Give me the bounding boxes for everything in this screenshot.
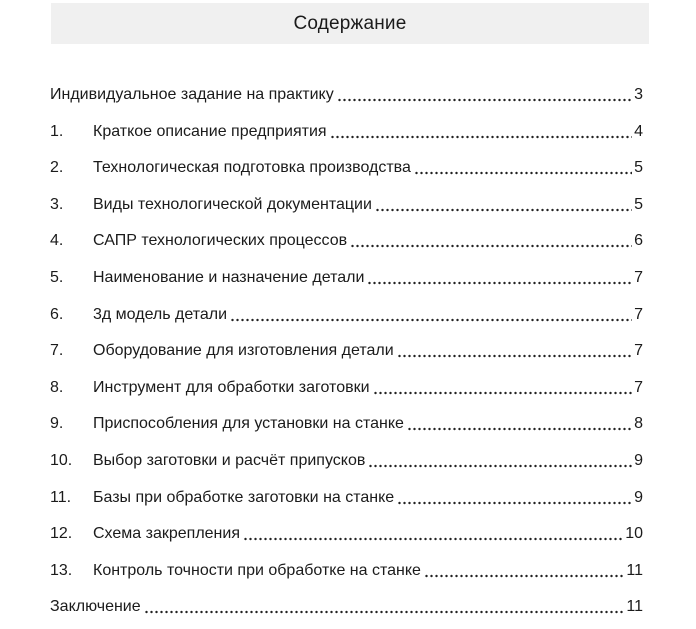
toc-entry-label: Виды технологической документации [93, 195, 372, 213]
toc-entry[interactable] [50, 84, 643, 105]
toc-entry-page: 5 [634, 195, 643, 213]
dot-leader [144, 596, 625, 617]
toc-entry-label: Краткое описание предприятия [93, 122, 327, 140]
toc-entry-page: 10 [625, 525, 643, 543]
toc-entry[interactable] [50, 450, 643, 471]
dot-leader [367, 267, 632, 288]
dot-leader [230, 304, 632, 325]
toc-entry[interactable] [50, 560, 643, 581]
toc-entry-number: 8. [50, 378, 64, 396]
toc-entry-page: 8 [634, 415, 643, 433]
toc-entry[interactable] [50, 230, 643, 251]
toc-entry-number: 5. [50, 268, 64, 286]
toc-entry-page: 9 [634, 488, 643, 506]
dot-leader [368, 450, 632, 471]
toc-entry[interactable] [50, 523, 643, 544]
toc-entry[interactable] [50, 121, 643, 142]
toc-entry-label: Контроль точности при обработке на станке [93, 561, 421, 579]
toc-header [51, 3, 649, 44]
toc-entry-label: Базы при обработке заготовки на станке [93, 488, 395, 506]
toc-entry[interactable] [50, 194, 643, 215]
dot-leader [337, 84, 632, 105]
dot-leader [397, 340, 632, 361]
toc-entry-number: 9. [50, 415, 64, 433]
toc-entry-label: Оборудование для изготовления детали [93, 342, 394, 360]
toc-entry-page: 7 [634, 305, 643, 323]
toc-entry[interactable] [50, 267, 643, 288]
dot-leader [397, 487, 632, 508]
toc-entry-page: 5 [634, 159, 643, 177]
document-page [0, 3, 696, 617]
toc-entry[interactable] [50, 377, 643, 398]
toc-entry-page: 11 [626, 561, 643, 579]
toc-entry-page: 4 [634, 122, 643, 140]
toc-entry[interactable] [50, 413, 643, 434]
dot-leader [350, 230, 632, 251]
toc-entry-number: 13. [50, 561, 73, 579]
toc-entry-number: 4. [50, 232, 64, 250]
toc-entry[interactable] [50, 304, 643, 325]
toc-list [50, 84, 643, 617]
toc-entry[interactable] [50, 157, 643, 178]
dot-leader [243, 523, 623, 544]
toc-entry[interactable] [50, 340, 643, 361]
dot-leader [414, 157, 632, 178]
toc-entry-label: Заключение [50, 598, 141, 616]
page-title: Содержание [293, 12, 407, 34]
toc-entry-number: 2. [50, 159, 64, 177]
toc-entry[interactable] [50, 596, 643, 617]
toc-entry-label: Выбор заготовки и расчёт припусков [93, 451, 366, 469]
dot-leader [330, 121, 633, 142]
toc-entry-label: Индивидуальное задание на практику [50, 86, 334, 103]
toc-entry-page: 9 [634, 451, 643, 469]
dot-leader [407, 413, 632, 434]
toc-entry-page: 6 [634, 232, 643, 250]
toc-entry-label: САПР технологических процессов [93, 232, 348, 250]
toc-entry-page: 7 [634, 342, 643, 360]
toc-entry[interactable] [50, 487, 643, 508]
toc-entry-label: Инструмент для обработки заготовки [93, 378, 370, 396]
toc-entry-label: Приспособления для установки на станке [93, 415, 404, 433]
toc-entry-number: 1. [50, 122, 64, 140]
toc-entry-number: 10. [50, 451, 73, 469]
toc-entry-label: Наименование и назначение детали [93, 268, 365, 286]
toc-entry-number: 6. [50, 305, 64, 323]
toc-entry-number: 12. [50, 525, 73, 543]
toc-entry-label: Технологическая подготовка производства [93, 159, 411, 177]
toc-entry-number: 7. [50, 342, 64, 360]
dot-leader [375, 194, 632, 215]
toc-entry-number: 11. [50, 488, 72, 506]
toc-entry-label: Схема закрепления [93, 525, 240, 543]
dot-leader [424, 560, 624, 581]
toc-entry-label: 3д модель детали [93, 305, 228, 323]
toc-entry-page: 7 [634, 268, 643, 286]
toc-entry-page: 11 [626, 598, 643, 616]
toc-entry-page: 3 [634, 86, 643, 103]
toc-entry-number: 3. [50, 195, 64, 213]
dot-leader [373, 377, 633, 398]
toc-entry-page: 7 [634, 378, 643, 396]
